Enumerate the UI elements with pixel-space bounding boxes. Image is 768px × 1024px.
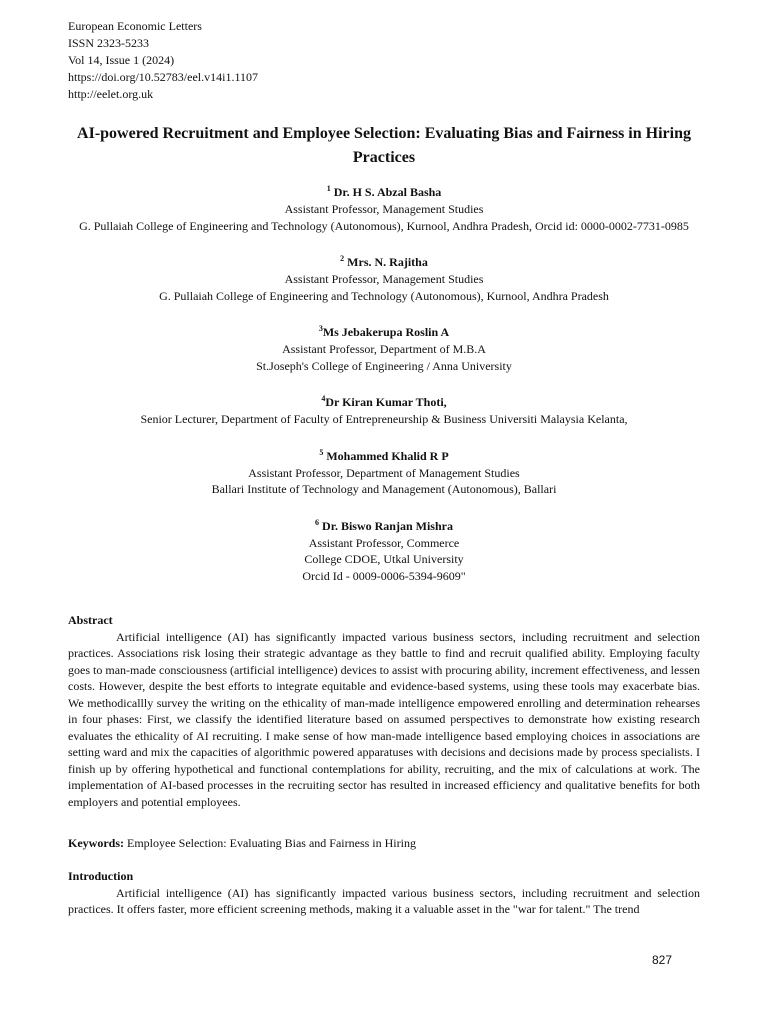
author-name-text: Mrs. N. Rajitha: [347, 255, 428, 269]
author-position: Assistant Professor, Management Studies: [284, 272, 484, 286]
author-number: 4: [321, 394, 326, 403]
journal-volume: Vol 14, Issue 1 (2024): [68, 53, 175, 67]
author-number: 2: [340, 254, 345, 263]
author-number: 1: [326, 184, 331, 193]
keywords-text: Employee Selection: Evaluating Bias and Fairness in Hiring: [124, 836, 416, 850]
author-name-text: Dr. H S. Abzal Basha: [333, 185, 442, 199]
author-position: Assistant Professor, Commerce: [308, 535, 460, 550]
author-block: [60, 183, 708, 234]
author-name: [60, 447, 708, 465]
author-number: 3: [318, 324, 323, 333]
journal-url: http://eelet.org.uk: [68, 87, 154, 101]
author-position: Assistant Professor, Management Studies: [284, 202, 484, 216]
author-block: [60, 253, 708, 304]
author-name: [60, 323, 708, 341]
journal-header: [68, 18, 258, 103]
author-name: [60, 517, 708, 535]
author-affiliation: G. Pullaiah College of Engineering and Technology (Autonomous), Kurnool, Andhra Pradesh: [159, 288, 609, 303]
author-list: [60, 183, 708, 603]
author-affiliation: College CDOE, Utkal University: [304, 552, 464, 566]
abstract-heading: Abstract: [68, 613, 113, 627]
author-orcid: Orcid Id - 0009-0006-5394-9609": [302, 568, 466, 583]
author-block: [60, 393, 708, 428]
author-position: Assistant Professor, Department of M.B.A: [282, 342, 486, 356]
introduction-text: Artificial intelligence (AI) has significantly impacted various business sectors, including recruitment and selection practices. It offers faster, more efficient screening methods, making it a valuable asset in the "war for talent." The trend: [68, 885, 700, 916]
author-name: [60, 183, 708, 201]
journal-doi: https://doi.org/10.52783/eel.v14i1.1107: [68, 70, 258, 84]
author-number: 5: [319, 447, 324, 457]
author-name-text: Dr. Biswo Ranjan Mishra: [322, 518, 453, 533]
author-affiliation: St.Joseph's College of Engineering / Anna University: [256, 358, 512, 373]
author-block: [60, 447, 708, 498]
abstract-text: Artificial intelligence (AI) has significantly impacted various business sectors, including recruitment and selection practices. Associations risk losing their strategic advantage as they battle to find and recruit qualified ability. Employing faculty goes to man-made consciousness (artificial intelligence) devices to assist with procuring ability, increment effectiveness, and lessen costs. However, despite the best efforts to integrate equitable and evidence-based systems, using these tools may exacerbate bias. We methodicallly survey the writing on the ethicality of man-made intelligence empowered enrolling and determination rehearses in four phases: First, we classify the identified literature based on assumed perspectives to demonstrate how existing research evaluates the ethicality of AI recruiting. I make sense of how man-made intelligence based employing choices in associations are setting ward and mix the capacities of algorithmic powered apparatuses with decisions and decisions made by process specialists. I finish up by offering hypothetical and functional contemplations for ability, recruiting, and the mix of calculations at work. The implementation of AI-based processes in the recruiting sector has resulted in increased efficiency and qualitative benefits for both employers and potential employees.: [68, 629, 700, 809]
author-block: [60, 323, 708, 374]
author-affiliation: G. Pullaiah College of Engineering and Technology (Autonomous), Kurnool, Andhra Pradesh, Orcid id: 0000-0002-7731-0985: [79, 218, 689, 233]
abstract-section: [68, 612, 700, 810]
keywords-label: Keywords:: [68, 836, 124, 850]
introduction-heading: Introduction: [68, 869, 134, 883]
page-number: 827: [652, 953, 673, 967]
journal-issn: ISSN 2323-5233: [68, 36, 150, 50]
author-number: 6: [315, 517, 320, 527]
author-name: [60, 393, 708, 411]
author-name-text: Dr Kiran Kumar Thoti,: [325, 395, 447, 409]
author-affiliation: Ballari Institute of Technology and Management (Autonomous), Ballari: [211, 482, 557, 496]
author-name-text: Mohammed Khalid R P: [326, 448, 449, 463]
paper-title: AI-powered Recruitment and Employee Selection: Evaluating Bias and Fairness in Hiring Practices: [77, 125, 691, 166]
keywords-section: [68, 835, 700, 852]
introduction-section: [68, 868, 700, 918]
author-position: Assistant Professor, Department of Management Studies: [248, 465, 520, 480]
author-affiliation: Senior Lecturer, Department of Faculty of Entrepreneurship & Business Universiti Malaysia Kelanta,: [140, 412, 628, 426]
author-block: [60, 517, 708, 585]
author-name: [60, 253, 708, 271]
journal-name: European Economic Letters: [68, 19, 202, 33]
author-name-text: Ms Jebakerupa Roslin A: [322, 325, 450, 339]
